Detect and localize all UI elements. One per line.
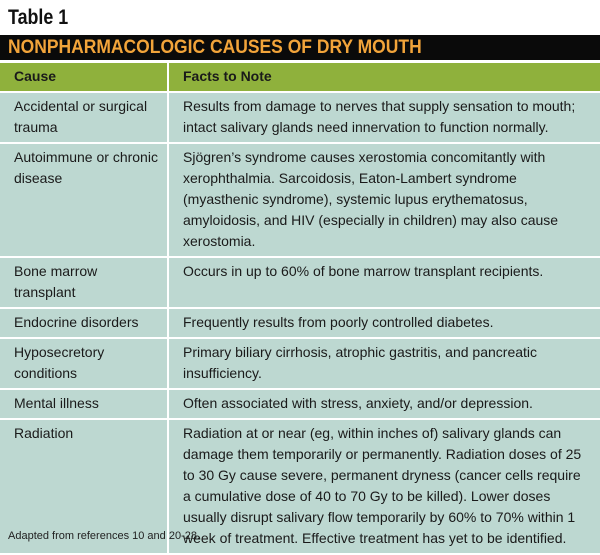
table-title: NONPHARMACOLOGIC CAUSES OF DRY MOUTH bbox=[8, 37, 422, 58]
cause-cell: Endocrine disorders bbox=[0, 308, 168, 338]
table-row bbox=[0, 92, 600, 143]
facts-cell: Often associated with stress, anxiety, and/or depression. bbox=[168, 389, 600, 419]
cause-cell: Hyposecretory conditions bbox=[0, 338, 168, 389]
header-row bbox=[0, 62, 600, 92]
facts-cell: Frequently results from poorly controlled diabetes. bbox=[168, 308, 600, 338]
table-title-bar bbox=[0, 35, 600, 60]
causes-table bbox=[0, 61, 600, 555]
table-row bbox=[0, 257, 600, 308]
cause-cell: Autoimmune or chronic disease bbox=[0, 143, 168, 257]
header-cause: Cause bbox=[0, 62, 168, 92]
table-row bbox=[0, 143, 600, 257]
facts-cell: Occurs in up to 60% of bone marrow transplant recipients. bbox=[168, 257, 600, 308]
facts-cell: Results from damage to nerves that supply sensation to mouth; intact salivary glands need innervation to function normally. bbox=[168, 92, 600, 143]
cause-cell: Accidental or surgical trauma bbox=[0, 92, 168, 143]
header-facts: Facts to Note bbox=[168, 62, 600, 92]
footnote: Adapted from references 10 and 20-28. bbox=[8, 530, 201, 542]
facts-cell: Sjögren’s syndrome causes xerostomia concomitantly with xerophthalmia. Sarcoidosis, Eaton-Lambert syndrome (myasthenic syndrome), systemic lupus erythematosus, amyloidosis, and HIV (especially in children) may also cause xerostomia. bbox=[168, 143, 600, 257]
table-row bbox=[0, 338, 600, 389]
table-label: Table 1 bbox=[8, 6, 69, 29]
facts-cell: Radiation at or near (eg, within inches of) salivary glands can damage them temporarily or permanently. Radiation doses of 25 to 30 Gy cause severe, permanent dryness (cancer cells require a cumulative dose of 40 to 70 Gy to be killed). Lower doses usually disrupt salivary flow temporarily by 60% to 70% within 1 week of treatment. Effective treatment has yet to be identified. bbox=[168, 419, 600, 554]
table-row bbox=[0, 389, 600, 419]
cause-cell: Radiation bbox=[0, 419, 168, 554]
table-row bbox=[0, 308, 600, 338]
facts-cell: Primary biliary cirrhosis, atrophic gastritis, and pancreatic insufficiency. bbox=[168, 338, 600, 389]
cause-cell: Bone marrow transplant bbox=[0, 257, 168, 308]
cause-cell: Mental illness bbox=[0, 389, 168, 419]
